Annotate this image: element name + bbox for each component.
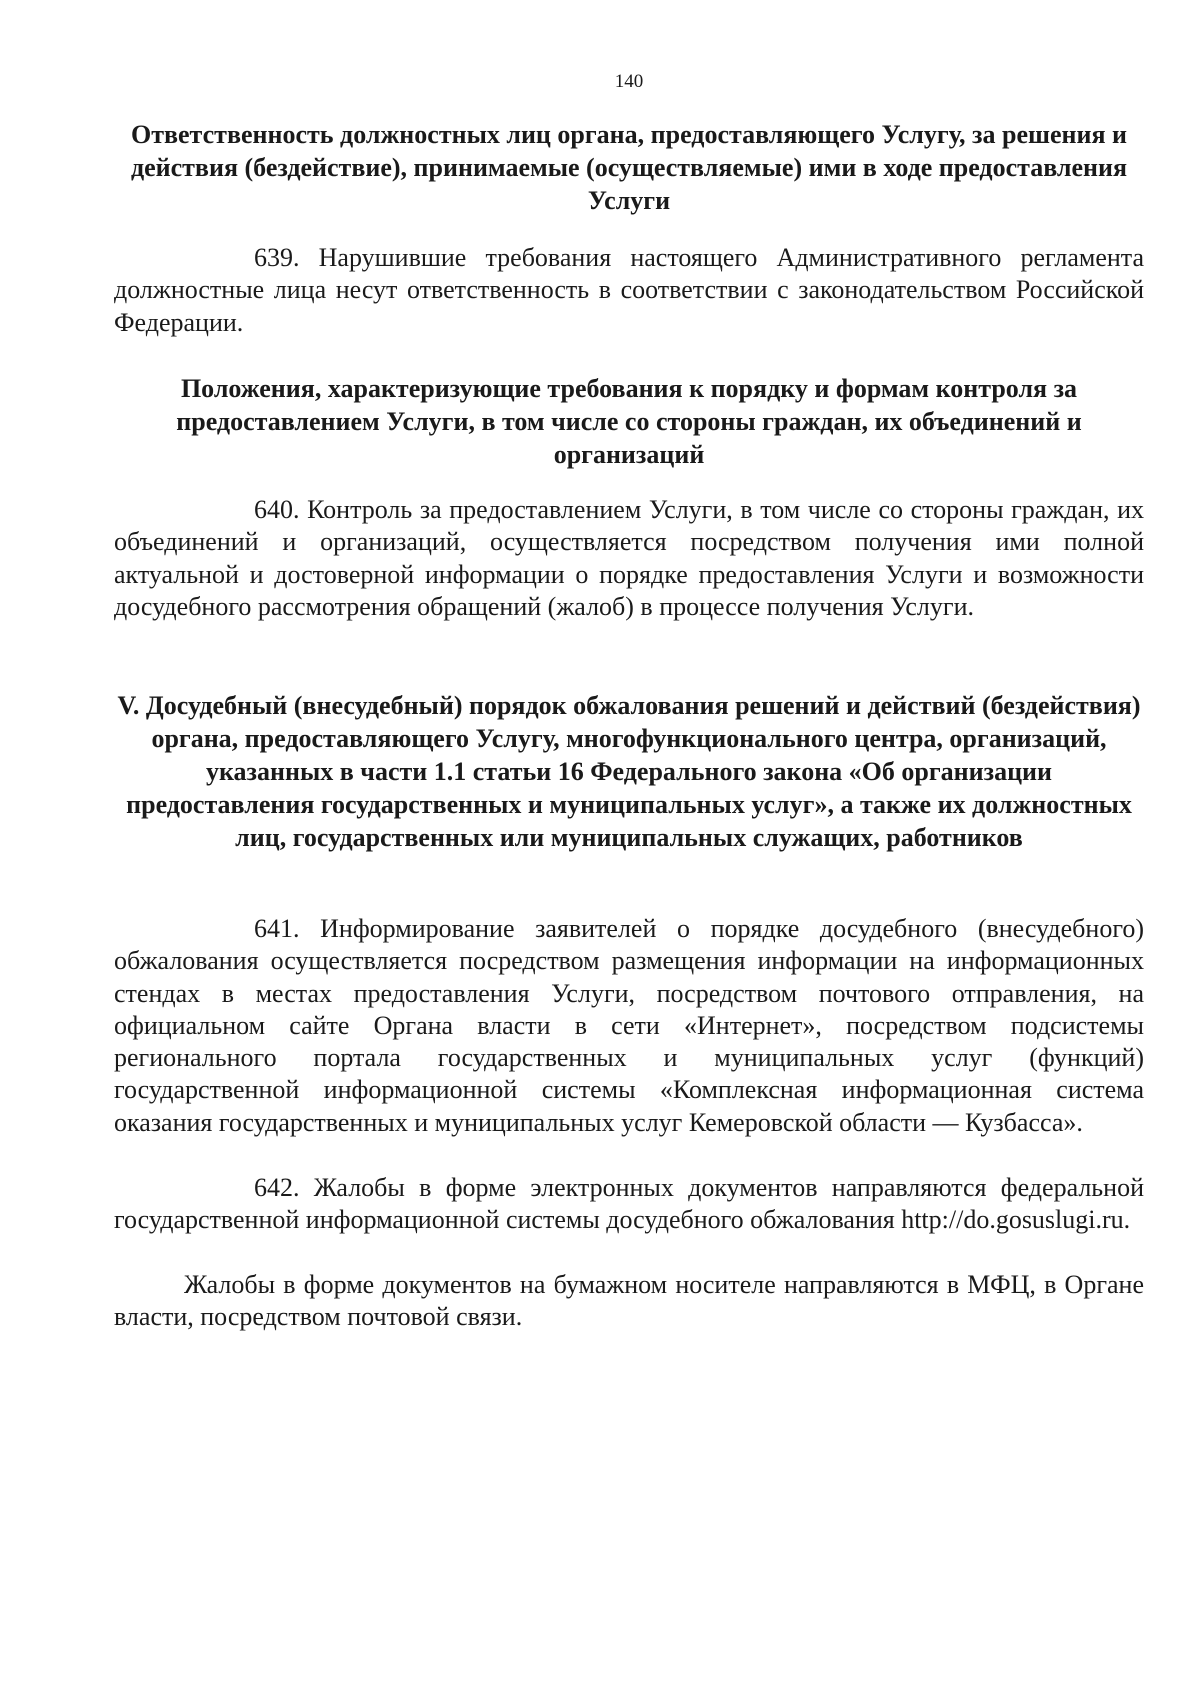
paragraph-paper-complaints: Жалобы в форме документов на бумажном носителе направляются в МФЦ, в Органе власти, посредством почтовой связи. — [114, 1270, 1144, 1332]
paragraph-text: Жалобы в форме электронных документов направляются федеральной государственной информационной системы досудебного обжалования http://do.gosuslugi.ru. — [114, 1173, 1144, 1235]
paragraph-text: Контроль за предоставлением Услуги, в том числе со стороны граждан, их объединений и организаций, осуществляется посредством получения ими полной актуальной и достоверной информации о порядке предоставления Услуги и возможности досудебного рассмотрения обращений (жалоб) в процессе получения Услуги. — [114, 495, 1144, 621]
paragraph-640 — [114, 494, 1144, 623]
page-number: 140 — [614, 71, 644, 92]
paragraph-text: Информирование заявителей о порядке досудебного (внесудебного) обжалования осуществляется посредством размещения информации на информационных стендах в местах предоставления Услуги, посредством почтового отправления, на официальном сайте Органа власти в сети «Интернет», посредством подсистемы регионального портала государственных и муниципальных услуг (функций) государственной информационной системы «Комплексная информационная система оказания государственных и муниципальных услуг Кемеровской области — Кузбасса». — [114, 914, 1144, 1137]
paragraph-number: 639. — [254, 243, 300, 272]
section-heading-appeal: V. Досудебный (внесудебный) порядок обжалования решений и действий (бездействия) органа, предоставляющего Услугу, многофункционального центра, организаций, указанных в части 1.1 статьи 16 Федерального закона «Об организации предоставления государственных и муниципальных услуг», а также их должностных лиц, государственных или муниципальных служащих, работников — [117, 691, 1141, 852]
paragraph-number: 641. — [254, 914, 300, 943]
section-heading-control: Положения, характеризующие требования к порядку и формам контроля за предоставлением Услуги, в том числе со стороны граждан, их объединений и организаций — [176, 374, 1082, 469]
paragraph-text: Нарушившие требования настоящего Административного регламента должностные лица несут ответственность в соответствии с законодательством Российской Федерации. — [114, 243, 1144, 337]
paragraph-number: 642. — [254, 1173, 300, 1202]
paragraph-number: 640. — [254, 495, 300, 524]
paragraph-642 — [114, 1172, 1144, 1237]
paragraph-641 — [114, 913, 1144, 1139]
paragraph-639 — [114, 242, 1144, 339]
section-heading-responsibility: Ответственность должностных лиц органа, предоставляющего Услугу, за решения и действия (бездействие), принимаемые (осуществляемые) ими в ходе предоставления Услуги — [130, 120, 1128, 215]
